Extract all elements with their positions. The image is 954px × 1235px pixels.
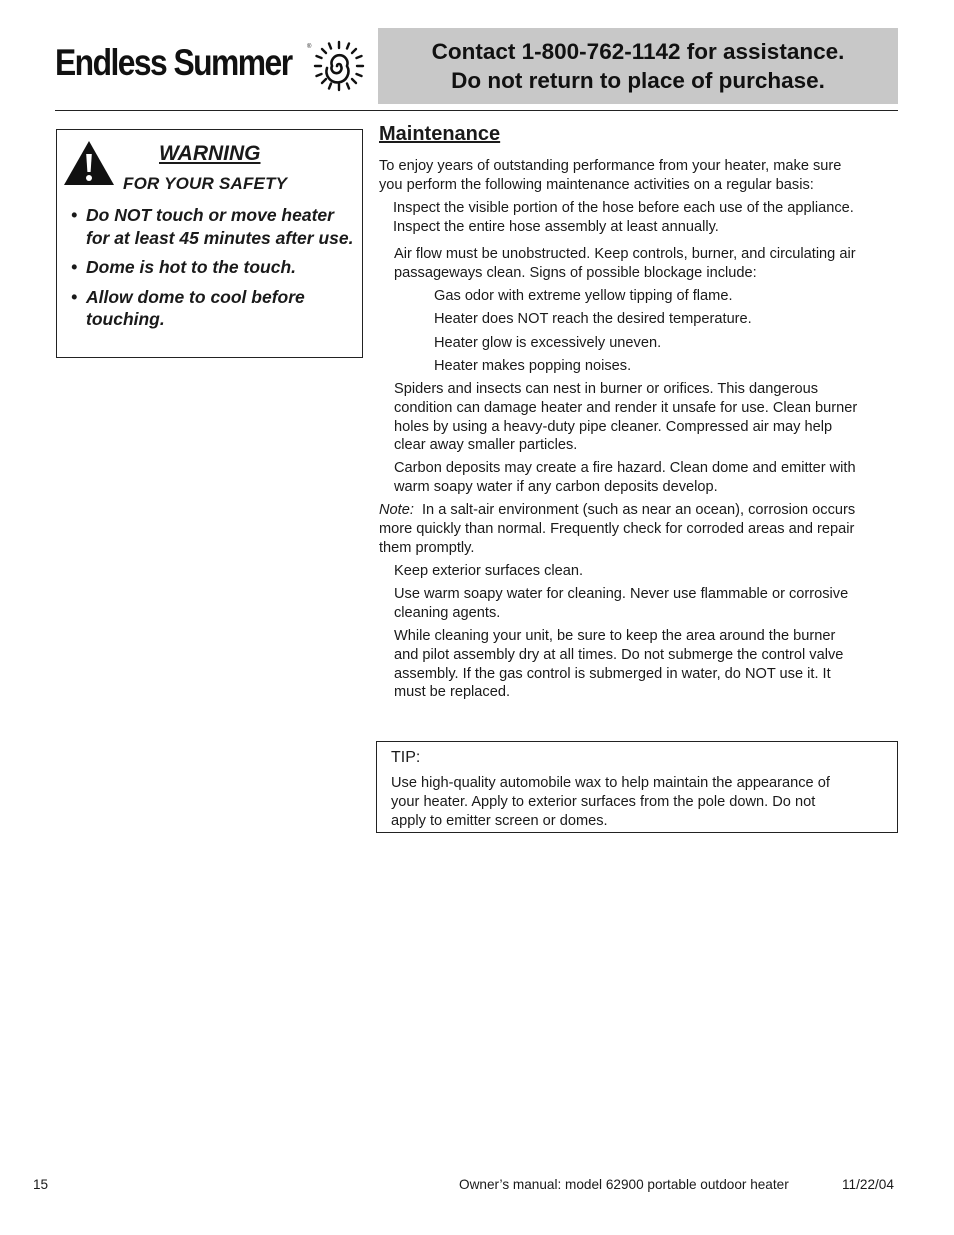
page-number: 15 (33, 1177, 49, 1192)
text-line: more quickly than normal. Frequently check for corroded areas and repair (379, 520, 855, 537)
text-line: clear away smaller particles. (394, 437, 578, 454)
text-line: Carbon deposits may create a fire hazard. Clean dome and emitter with (394, 460, 856, 476)
text-line: assembly. If the gas control is submerged in water, do NOT use it. It (394, 665, 831, 682)
text-line: Inspect the visible portion of the hose before each use of the appliance. (393, 200, 854, 216)
list-item: Heater makes popping noises. (434, 357, 632, 374)
manual-title: Owner’s manual: model 62900 portable outdoor heater (459, 1177, 789, 1192)
blockage-signs-list (434, 287, 752, 376)
list-item: Gas odor with extreme yellow tipping of flame. (434, 288, 733, 304)
note-text: In a salt-air environment (such as near an ocean), corrosion occurs (413, 502, 856, 518)
warning-item: • Dome is hot to the touch. (71, 256, 361, 279)
tip-label: TIP: (391, 749, 421, 766)
text-line: passageways clean. Signs of possible blockage include: (394, 264, 757, 281)
intro-paragraph (379, 157, 841, 195)
text-line: your heater. Apply to exterior surfaces from the pole down. Do not (391, 793, 816, 810)
text-line: you perform the following maintenance activities on a regular basis: (379, 176, 814, 193)
footer-date: 11/22/04 (842, 1177, 894, 1192)
text-line: them promptly. (379, 539, 475, 556)
warning-title: WARNING (159, 142, 261, 165)
text-line: Keep exterior surfaces clean. (394, 563, 584, 579)
text-line: Spiders and insects can nest in burner or orifices. This dangerous (394, 381, 818, 397)
hose-paragraph (393, 199, 854, 237)
carbon-paragraph (394, 459, 856, 497)
text-line: Air flow must be unobstructed. Keep controls, burner, and circulating air (394, 246, 856, 262)
maintenance-heading: Maintenance (379, 123, 501, 145)
registered-mark: ® (307, 44, 312, 50)
text-line: Inspect the entire hose assembly at least annually. (393, 218, 719, 235)
warning-subtitle: FOR YOUR SAFETY (123, 174, 288, 193)
brand-name: Endless Summer (55, 42, 292, 83)
text-line: warm soapy water if any carbon deposits develop. (394, 478, 718, 495)
text-line: cleaning agents. (394, 604, 501, 621)
text-line: Use warm soapy water for cleaning. Never use flammable or corrosive (394, 586, 849, 602)
warning-box (56, 129, 363, 358)
tip-box (376, 741, 898, 833)
contact-banner (378, 28, 898, 104)
list-item: Heater glow is excessively uneven. (434, 334, 662, 351)
text-line: holes by using a heavy-duty pipe cleaner. Compressed air may help (394, 418, 833, 435)
exterior-paragraph (394, 562, 583, 581)
brand-logo (55, 40, 370, 96)
warning-item: • Allow dome to cool before touching. (71, 286, 361, 331)
sun-swirl-icon (313, 40, 365, 92)
note-label: Note: (379, 502, 414, 518)
text-line: must be replaced. (394, 684, 511, 701)
airflow-paragraph (394, 245, 856, 283)
note-paragraph (379, 501, 855, 557)
text-line: condition can damage heater and render it unsafe for use. Clean burner (394, 399, 858, 416)
warning-item: • Do NOT touch or move heater for at least 45 minutes after use. (71, 204, 361, 249)
text-line: While cleaning your unit, be sure to keep the area around the burner (394, 628, 836, 644)
text-line (379, 501, 855, 520)
list-item: Heater does NOT reach the desired temperature. (434, 311, 752, 328)
contact-return-line: Do not return to place of purchase. (451, 68, 825, 93)
soapy-paragraph (394, 585, 848, 623)
text-line: apply to emitter screen or domes. (391, 812, 608, 829)
text-line: To enjoy years of outstanding performance from your heater, make sure (379, 158, 842, 174)
warning-list (71, 204, 361, 338)
dry-paragraph (394, 627, 843, 702)
text-line: and pilot assembly dry at all times. Do not submerge the control valve (394, 646, 844, 663)
warning-triangle-icon (63, 140, 115, 186)
spiders-paragraph (394, 380, 857, 455)
header-divider (55, 110, 898, 111)
tip-text (391, 774, 887, 830)
text-line: Use high-quality automobile wax to help maintain the appearance of (391, 775, 830, 791)
contact-phone-line: Contact 1-800-762-1142 for assistance. (431, 39, 845, 64)
